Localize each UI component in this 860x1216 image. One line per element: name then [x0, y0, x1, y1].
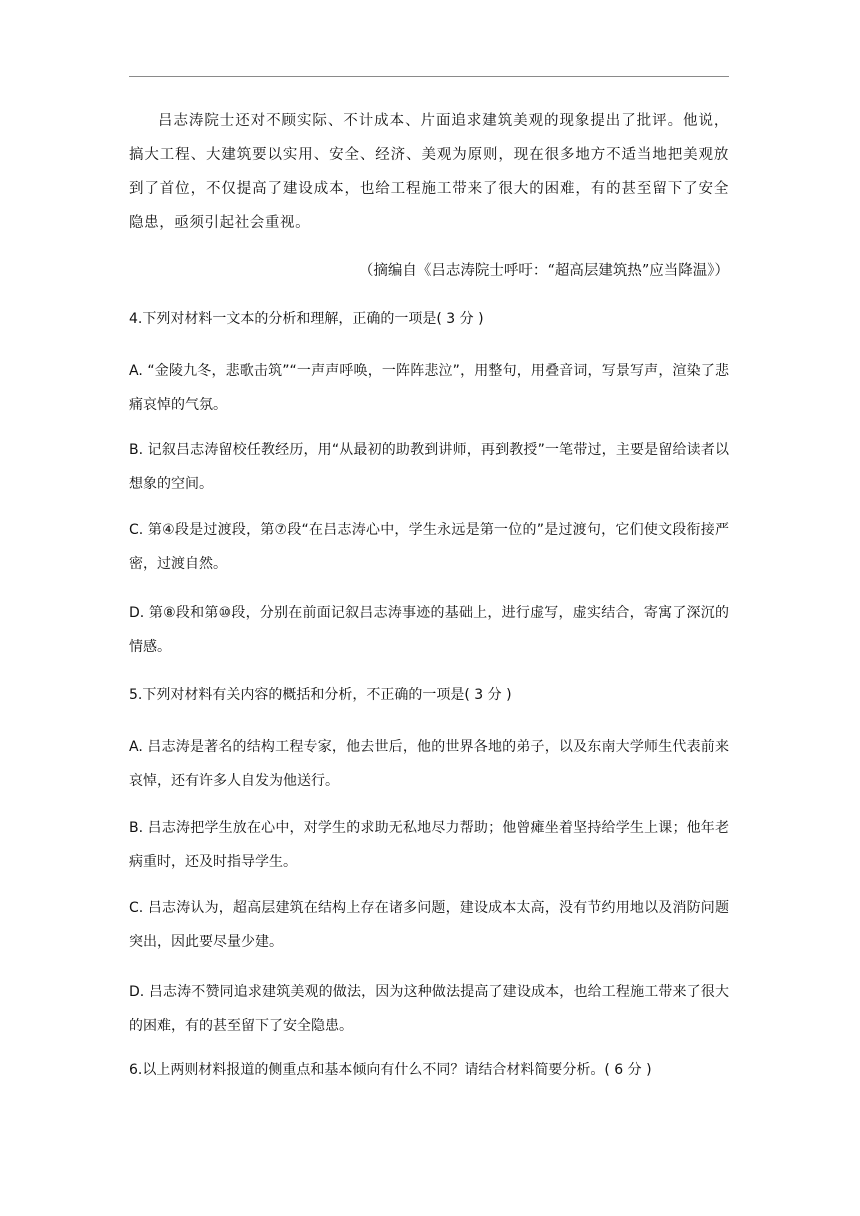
header-rule [129, 76, 729, 77]
passage-source: （摘编自《吕志涛院士呼吁：“超高层建筑热”应当降温》） [358, 263, 729, 279]
question-4-option-d: D. 第⑧段和第⑩段，分别在前面记叙吕志涛事迹的基础上，进行虚写，虚实结合，寄寓了深沉的情感。 [129, 605, 729, 655]
question-5-option-a: A. 吕志涛是著名的结构工程专家，他去世后，他的世界各地的弟子，以及东南大学师生代表前来哀悼，还有许多人自发为他送行。 [129, 739, 729, 789]
question-5-option-d: D. 吕志涛不赞同追求建筑美观的做法，因为这种做法提高了建设成本，也给工程施工带来了很大的困难，有的甚至留下了安全隐患。 [129, 984, 729, 1034]
question-4-option-c: C. 第④段是过渡段，第⑦段“在吕志涛心中，学生永远是第一位的”是过渡句，它们使文段衔接严密，过渡自然。 [129, 522, 729, 572]
question-5-option-c: C. 吕志涛认为，超高层建筑在结构上存在诸多问题，建设成本太高，没有节约用地以及消防问题突出，因此要尽量少建。 [129, 900, 729, 950]
question-4-option-b: B. 记叙吕志涛留校任教经历，用“从最初的助教到讲师，再到教授”一笔带过，主要是留给读者以想象的空间。 [129, 442, 729, 492]
question-4-option-a: A. “金陵九冬，悲歌击筑”“一声声呼唤，一阵阵悲泣”，用整句，用叠音词，写景写声，渲染了悲痛哀悼的气氛。 [129, 363, 729, 413]
question-5-stem: 5.下列对材料有关内容的概括和分析，不正确的一项是( 3 分 ) [129, 687, 512, 703]
passage-paragraph: 吕志涛院士还对不顾实际、不计成本、片面追求建筑美观的现象提出了批评。他说，搞大工程、大建筑要以实用、安全、经济、美观为原则，现在很多地方不适当地把美观放到了首位，不仅提高了建设成本，也给工程施工带来了很大的困难，有的甚至留下了安全隐患，亟须引起社会重视。 [129, 113, 729, 231]
question-5-option-b: B. 吕志涛把学生放在心中，对学生的求助无私地尽力帮助；他曾瘫坐着坚持给学生上课；他年老病重时，还及时指导学生。 [129, 820, 729, 870]
question-4-stem: 4.下列对材料一文本的分析和理解，正确的一项是( 3 分 ) [129, 311, 484, 327]
question-6-stem: 6.以上两则材料报道的侧重点和基本倾向有什么不同？请结合材料简要分析。( 6 分 ) [129, 1062, 652, 1078]
